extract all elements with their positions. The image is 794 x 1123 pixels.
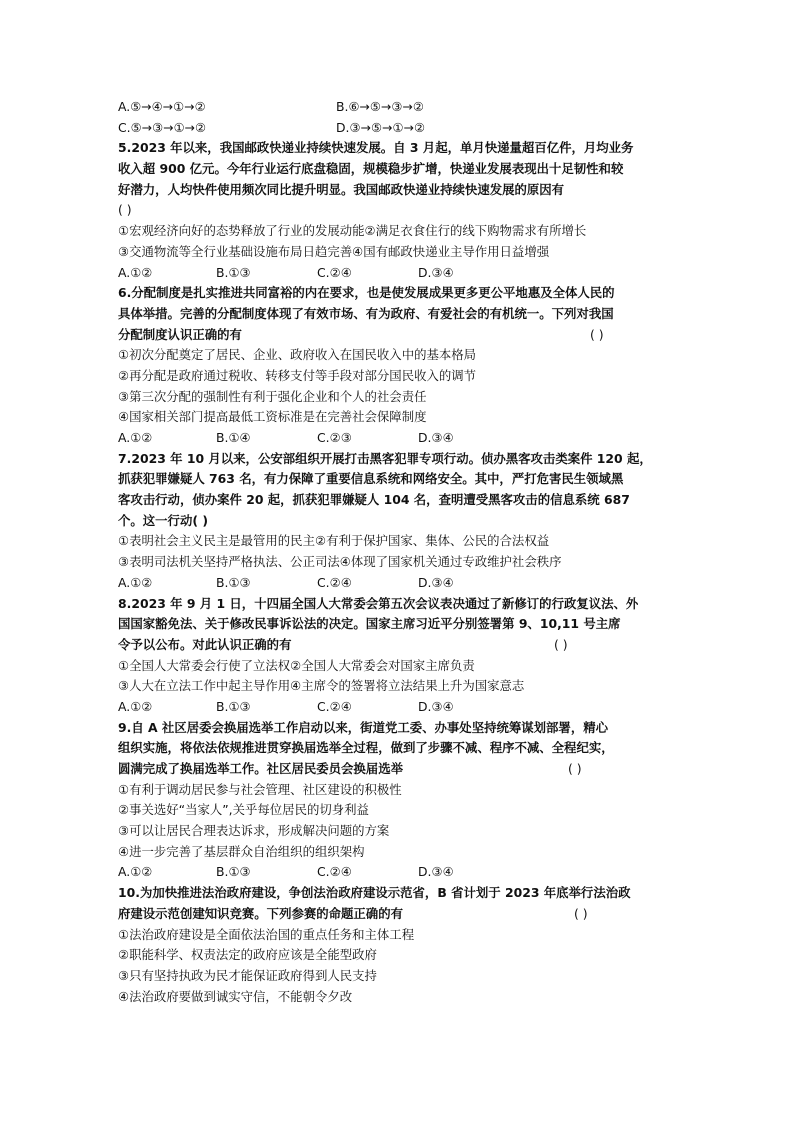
question-text: 分配制度认识正确的有	[118, 326, 242, 342]
statement: ①表明社会主义民主是最管用的民主②有利于保护国家、集体、公民的合法权益	[118, 533, 550, 549]
question-text-last	[118, 904, 678, 925]
option-a: A.①②	[118, 864, 153, 880]
option-c: C.②④	[317, 698, 352, 714]
option-a: A.①②	[118, 698, 153, 714]
question-text: 圆满完成了换届选举工作。社区居民委员会换届选举	[118, 761, 403, 776]
option-c: C.②④	[317, 574, 352, 590]
statement: ③表明司法机关坚持严格执法、公正司法④体现了国家机关通过专政维护社会秩序	[118, 554, 562, 570]
statement: ④进一步完善了基层群众自治组织的组织架构	[118, 843, 365, 859]
question-text: 8.2023 年 9 月 1 日，十四届全国人大常委会第五次会议表决通过了新修订的行政复议法、外	[118, 595, 639, 611]
question-6	[118, 283, 678, 449]
option-b: B.①③	[216, 698, 251, 714]
statement: ③交通物流等全行业基础设施布局日趋完善④国有邮政快递业主导作用日益增强	[118, 243, 550, 259]
option-b: B.①③	[216, 574, 251, 590]
statement: ①宏观经济向好的态势释放了行业的发展动能②满足衣食住行的线下购物需求有所增长	[118, 223, 587, 239]
question-text-last	[118, 759, 678, 780]
question-10	[118, 883, 678, 1007]
question-text-last	[118, 325, 678, 346]
option-c: C.②③	[317, 430, 352, 445]
option-b: B.①③	[216, 864, 251, 880]
question-text: 客攻击行动，侦办案件 20 起，抓获犯罪嫌疑人 104 名，查明遭受黑客攻击的信息系统 687	[118, 492, 630, 508]
option-b: B.①④	[216, 430, 251, 445]
option-d: D.③④	[418, 864, 454, 880]
options-row	[118, 263, 678, 284]
question-text: 府建设示范创建知识竞赛。下列参赛的命题正确的有	[118, 905, 403, 921]
question-text-last	[118, 635, 678, 656]
question-text: 组织实施，将依法依规推进贯穿换届选举全过程，做到了步骤不减、程序不减、全程纪实，	[118, 740, 614, 756]
statement: ②职能科学、权责法定的政府应该是全能型政府	[118, 947, 377, 963]
option-b: B.⑥→⑤→③→②	[336, 99, 425, 114]
question-text: 收入超 900 亿元。今年行业运行底盘稳固，规模稳步扩增，快递业发展表现出十足韧性和较	[118, 161, 624, 177]
statement: ①法治政府建设是全面依法治国的重点任务和主体工程	[118, 926, 415, 942]
statement: ①初次分配奠定了居民、企业、政府收入在国民收入中的基本格局	[118, 347, 477, 363]
statement: ③第三次分配的强制性有利于强化企业和个人的社会责任	[118, 388, 427, 404]
option-a: A.①②	[118, 574, 153, 590]
option-a: A.①②	[118, 430, 153, 445]
options-row	[118, 118, 678, 139]
statement: ③人大在立法工作中起主导作用④主席令的签署将立法结果上升为国家意志	[118, 678, 525, 694]
options-row	[118, 573, 678, 594]
question-content	[118, 97, 678, 1007]
question-text: 5.2023 年以来，我国邮政快递业持续快速发展。自 3 月起，单月快递量超百亿件，月均业务	[118, 140, 634, 156]
question-text: 个。这一行动( )	[118, 512, 208, 528]
question-text: 国国家豁免法、关于修改民事诉讼法的决定。国家主席习近平分别签署第 9、10,11 号主席	[118, 616, 621, 632]
statement: ①有利于调动居民参与社会管理、社区建设的积极性	[118, 781, 402, 797]
option-d: D.③④	[418, 574, 454, 590]
question-text: 令予以公布。对此认识正确的有	[118, 636, 292, 652]
options-row	[118, 97, 678, 118]
answer-bracket: ( )	[554, 636, 568, 652]
answer-bracket: ( )	[118, 202, 132, 218]
question-5	[118, 138, 678, 283]
statement: ①全国人大常委会行使了立法权②全国人大常委会对国家主席负责	[118, 657, 475, 673]
statement: ④法治政府要做到诚实守信，不能朝令夕改	[118, 988, 353, 1004]
question-8	[118, 594, 678, 718]
option-d: D.③→⑤→①→②	[336, 119, 426, 135]
question-text: 具体举措。完善的分配制度体现了有效市场、有为政府、有爱社会的有机统一。下列对我国	[118, 305, 614, 321]
statement: ③只有坚持执政为民才能保证政府得到人民支持	[118, 967, 377, 983]
question-7	[118, 449, 678, 594]
answer-bracket: ( )	[574, 905, 588, 921]
option-a: A.⑤→④→①→②	[118, 99, 206, 114]
statement: ③可以让居民合理表达诉求，形成解决问题的方案	[118, 823, 390, 839]
options-row	[118, 428, 678, 449]
option-a: A.①②	[118, 264, 153, 280]
statement: ②事关选好“当家人”,关乎每位居民的切身利益	[118, 802, 369, 818]
question-text: 6.分配制度是扎实推进共同富裕的内在要求，也是使发展成果更多更公平地惠及全体人民的	[118, 285, 615, 301]
statement: ②再分配是政府通过税收、转移支付等手段对部分国民收入的调节	[118, 367, 477, 383]
option-c: C.②④	[317, 864, 352, 880]
question-text: 9.自 A 社区居委会换届选举工作启动以来，街道党工委、办事处坚持统筹谋划部署，精心	[118, 719, 608, 735]
question-text: 7.2023 年 10 月以来，公安部组织开展打击黑客犯罪专项行动。侦办黑客攻击类案件 120 起，	[118, 450, 652, 466]
option-c: C.⑤→③→①→②	[118, 119, 207, 135]
option-b: B.①③	[216, 264, 251, 280]
option-d: D.③④	[418, 698, 454, 714]
options-row	[118, 862, 678, 883]
option-c: C.②④	[317, 264, 352, 280]
question-text: 抓获犯罪嫌疑人 763 名，有力保障了重要信息系统和网络安全。其中，严打危害民生领域黑	[118, 471, 624, 487]
option-d: D.③④	[418, 264, 454, 280]
answer-bracket: ( )	[568, 761, 582, 776]
statement: ④国家相关部门提高最低工资标准是在完善社会保障制度	[118, 409, 427, 425]
answer-bracket: ( )	[590, 326, 604, 342]
question-9	[118, 718, 678, 884]
question-text: 10.为加快推进法治政府建设，争创法治政府建设示范省，B 省计划于 2023 年底举行法治政	[118, 885, 631, 901]
options-row	[118, 697, 678, 718]
question-text: 好潜力，人均快件使用频次同比提升明显。我国邮政快递业持续快速发展的原因有	[118, 181, 565, 197]
option-d: D.③④	[418, 430, 454, 445]
